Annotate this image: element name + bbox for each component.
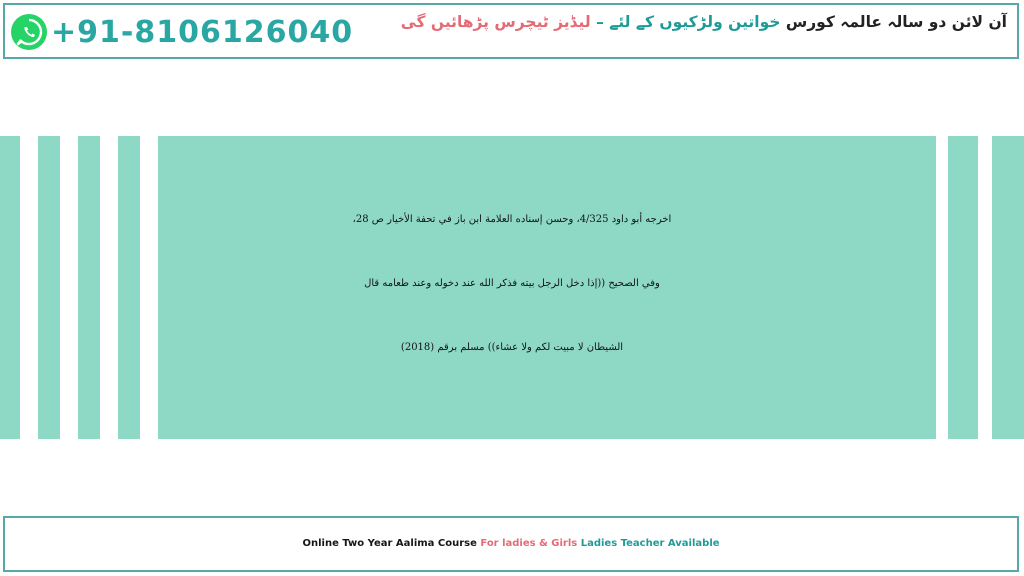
urdu-audience-text: خواتین ولڑکیوں کے لئے –: [596, 13, 781, 31]
hadith-line: الشيطان لا مبيت لكم ولا عشاء)) مسلم برقم (2018): [400, 342, 624, 353]
urdu-teachers-text: لیڈیز ٹیچرس پڑھائیں گی: [400, 13, 591, 31]
urdu-heading: [401, 13, 1007, 31]
course-text: Online Two Year Aalima Course: [302, 538, 477, 549]
urdu-course-text: آن لائن دو سالہ عالمہ کورس: [785, 13, 1007, 31]
phone-number: +91-8106126040: [51, 15, 354, 50]
bottom-banner: [3, 516, 1019, 572]
top-banner: [3, 3, 1019, 59]
hadith-line: وفي الصحيح ((إذا دخل الرجل بيته فذكر الله عند دخوله وعند طعامه قال: [364, 278, 660, 289]
whatsapp-icon: [11, 14, 47, 50]
teachers-text: Ladies Teacher Available: [580, 538, 720, 549]
hadith-text: [0, 188, 1024, 380]
hadith-panel: [0, 136, 1024, 439]
audience-text: For ladies & Girls: [480, 538, 578, 549]
hadith-line: اخرجه أبو داود 4/325، وحسن إسناده العلامة ابن باز في تحفة الأخيار ص 28،: [352, 214, 672, 225]
